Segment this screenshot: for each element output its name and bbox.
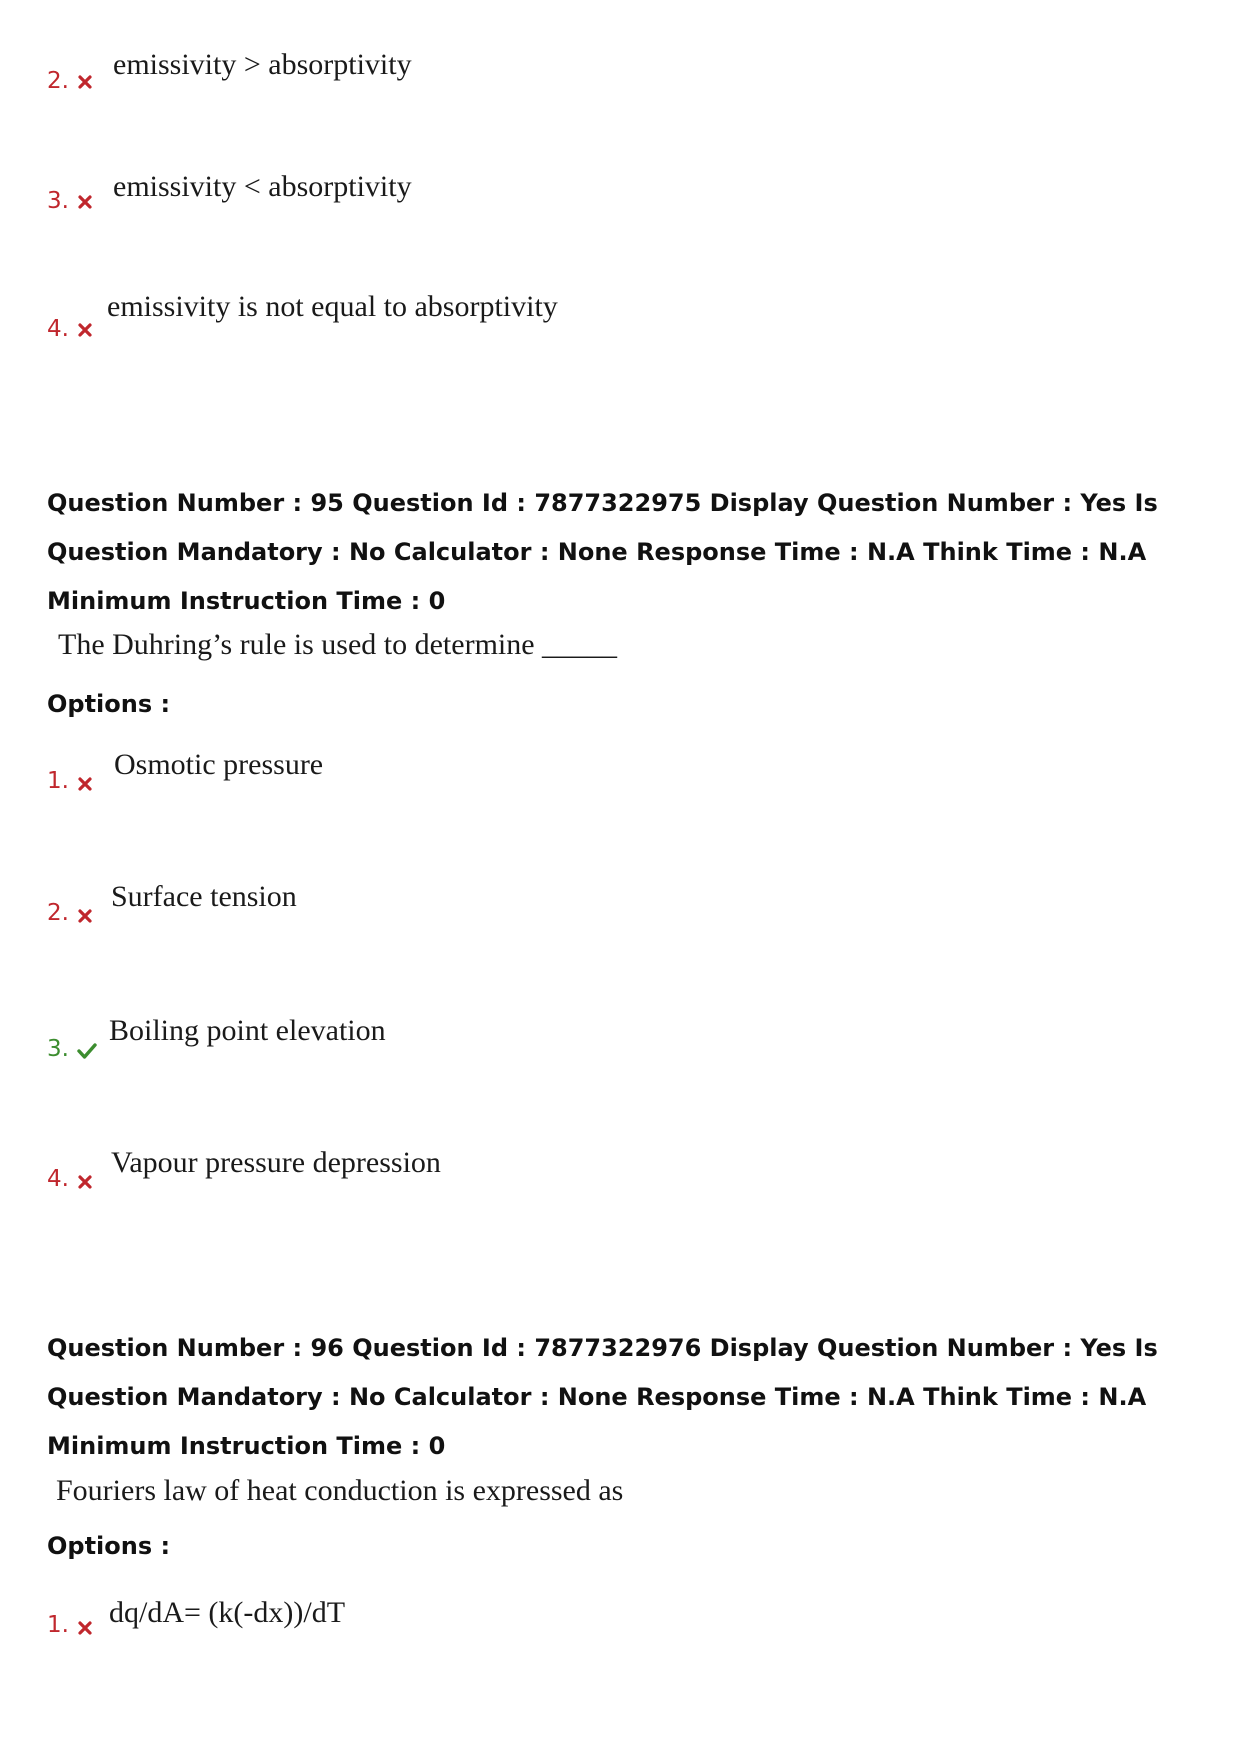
- question-meta: Question Number : 96 Question Id : 7877322976 Display Question Number : Yes Is Question Mandatory : No Calculator : None Response Time : N.A Think Time : N.A Minimum Instruction Time : 0: [47, 1334, 1158, 1460]
- option-number: 2.: [47, 68, 69, 94]
- option-text: Surface tension: [111, 880, 297, 913]
- options-label: Options :: [47, 690, 171, 718]
- option-number: 1.: [47, 1612, 69, 1638]
- option-number: 4.: [47, 316, 69, 342]
- cross-icon: [77, 322, 93, 338]
- question-text: Fouriers law of heat conduction is expressed as: [56, 1474, 624, 1507]
- option-number: 3.: [47, 188, 69, 214]
- cross-icon: [77, 194, 93, 210]
- option-text: Vapour pressure depression: [111, 1146, 441, 1179]
- option-number: 1.: [47, 768, 69, 794]
- option-text: emissivity < absorptivity: [113, 170, 412, 203]
- option-text: dq/dA= (k(-dx))/dT: [109, 1596, 346, 1629]
- options-label: Options :: [47, 1532, 171, 1560]
- cross-icon: [77, 776, 93, 792]
- option-text: Boiling point elevation: [109, 1014, 386, 1047]
- option-number: 3.: [47, 1036, 69, 1062]
- question-meta: Question Number : 95 Question Id : 7877322975 Display Question Number : Yes Is Question Mandatory : No Calculator : None Response Time : N.A Think Time : N.A Minimum Instruction Time : 0: [47, 489, 1158, 615]
- option-text: emissivity > absorptivity: [113, 48, 412, 81]
- cross-icon: [77, 908, 93, 924]
- option-number: 2.: [47, 900, 69, 926]
- cross-icon: [77, 74, 93, 90]
- option-number: 4.: [47, 1166, 69, 1192]
- option-text: Osmotic pressure: [114, 748, 324, 781]
- question-text: The Duhring’s rule is used to determine _____: [58, 628, 618, 661]
- option-text: emissivity is not equal to absorptivity: [107, 290, 558, 323]
- cross-icon: [77, 1620, 93, 1636]
- check-icon: [77, 1042, 97, 1060]
- cross-icon: [77, 1174, 93, 1190]
